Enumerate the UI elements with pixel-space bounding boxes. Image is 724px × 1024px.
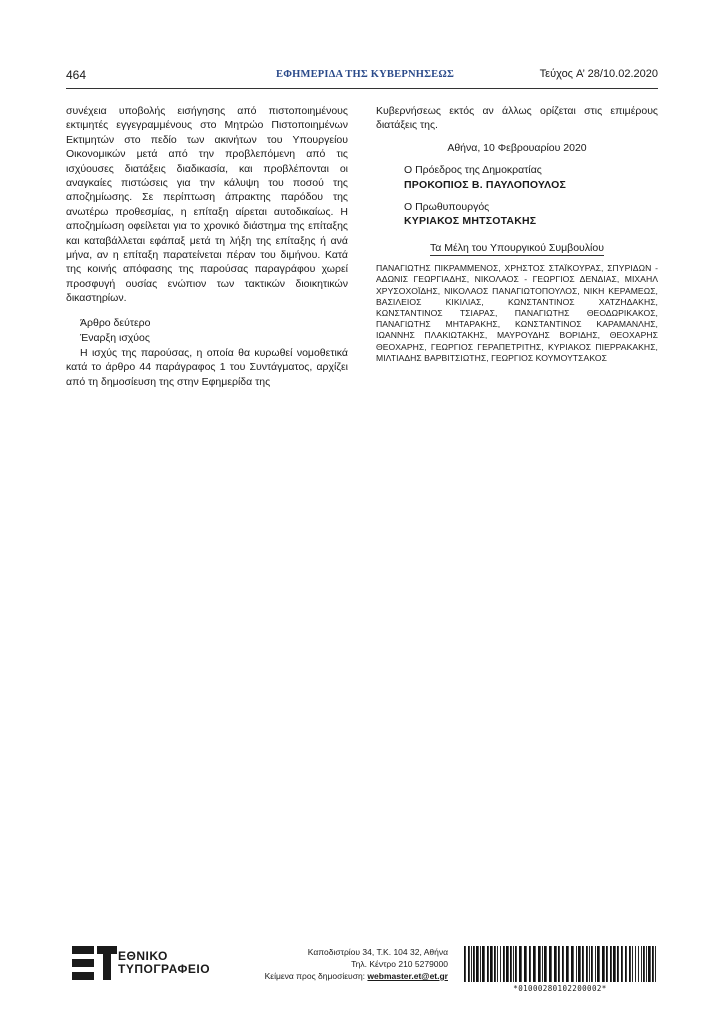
barcode-bar bbox=[632, 946, 633, 982]
barcode-bar bbox=[566, 946, 569, 982]
barcode-bar bbox=[524, 946, 527, 982]
barcode-bar bbox=[613, 946, 616, 982]
barcode-bar bbox=[549, 946, 552, 982]
barcode-bar bbox=[617, 946, 619, 982]
barcode-bar bbox=[641, 946, 642, 982]
president-name: ΠΡΟΚΟΠΙΟΣ Β. ΠΑΥΛΟΠΟΥΛΟΣ bbox=[404, 178, 566, 191]
phone-line: Τηλ. Κέντρο 210 5279000 bbox=[351, 959, 448, 969]
barcode-bar bbox=[519, 946, 522, 982]
page-header bbox=[66, 68, 658, 86]
page-number: 464 bbox=[66, 68, 87, 82]
barcode-bar bbox=[494, 946, 496, 982]
barcode-bar bbox=[652, 946, 654, 982]
barcode-bar bbox=[562, 946, 564, 982]
barcode-bar bbox=[571, 946, 574, 982]
logo-line-1: ΕΘΝΙΚΟ bbox=[118, 949, 168, 963]
prime-minister-name: ΚΥΡΙΑΚΟΣ ΜΗΤΣΟΤΑΚΗΣ bbox=[404, 215, 537, 228]
barcode-bar bbox=[595, 946, 596, 982]
barcode-bar bbox=[544, 946, 547, 982]
barcode-bar bbox=[578, 946, 581, 982]
prime-minister-role: Ο Πρωθυπουργός bbox=[404, 201, 490, 214]
contact-info bbox=[265, 946, 448, 982]
barcode-bar bbox=[542, 946, 543, 982]
barcode-bar bbox=[602, 946, 605, 982]
barcode-bar bbox=[591, 946, 593, 982]
barcode-bar bbox=[533, 946, 536, 982]
body-paragraph: Κυβερνήσεως εκτός αν άλλως ορίζεται στις επιμέρους διατάξεις της. bbox=[376, 105, 658, 132]
barcode-bar bbox=[582, 946, 584, 982]
gazette-title: ΕΦΗΜΕΡΙΔΑ ΤΗΣ ΚΥΒΕΡΝΗΣΕΩΣ bbox=[276, 69, 455, 80]
submission-line bbox=[265, 970, 448, 982]
issue-info: Τεύχος A’ 28/10.02.2020 bbox=[539, 68, 658, 80]
barcode-bar bbox=[471, 946, 472, 982]
barcode-bar bbox=[515, 946, 517, 982]
cabinet-members-label: Τα Μέλη του Υπουργικού Συμβουλίου bbox=[430, 241, 604, 254]
barcode-bar bbox=[464, 946, 466, 982]
article-subtitle: Έναρξη ισχύος bbox=[80, 331, 150, 344]
barcode-bar bbox=[503, 946, 505, 982]
president-role: Ο Πρόεδρος της Δημοκρατίας bbox=[404, 164, 542, 177]
barcode-bar bbox=[506, 946, 509, 982]
barcode-bar bbox=[635, 946, 636, 982]
barcode-bar bbox=[558, 946, 560, 982]
left-column bbox=[66, 104, 348, 389]
barcode-bar bbox=[473, 946, 475, 982]
barcode-bar bbox=[655, 946, 656, 982]
logo-line-2: ΤΥΠΟΓΡΑΦΕΙΟ bbox=[118, 962, 211, 976]
barcode-bars bbox=[462, 946, 658, 984]
barcode-bar bbox=[648, 946, 651, 982]
barcode-bar bbox=[643, 946, 645, 982]
barcode-bar bbox=[482, 946, 485, 982]
barcode-bar bbox=[490, 946, 493, 982]
barcode-bar bbox=[586, 946, 588, 982]
barcode-bar bbox=[610, 946, 612, 982]
barcode-bar bbox=[576, 946, 577, 982]
barcode-bar bbox=[597, 946, 600, 982]
logo-wordmark bbox=[118, 950, 210, 976]
right-column bbox=[376, 104, 658, 364]
body-paragraph: Η ισχύς της παρούσας, η οποία θα κυρωθεί νομοθετικά κατά το άρθρο 44 παράγραφος 1 του Συντάγματος, αρχίζει από τη δημοσίευση της στην Εφημερίδα της bbox=[66, 346, 348, 388]
barcode-bar bbox=[480, 946, 481, 982]
barcode-bar bbox=[468, 946, 470, 982]
body-paragraph: συνέχεια υποβολής εισήγησης από πιστοποιημένους εκτιμητές εγγεγραμμένους στο Μητρώο Πιστοποιημένων Εκτιμητών στο πεδίο των ακινήτων του Υπουργείου Οικονομικών μετά από την προβλεπόμενη από τις ισχύουσες διατάξεις διαδικασία, και προβλέπονται οι αναγκαίες πιστώσεις για την κάλυψη του ποσού της αποζημίωσης. Σε περίπτωση άπρακτης παρόδου της ανωτέρω προθεσμίας, η επίταξη αίρεται αυτοδικαίως. Η αποζημίωση οφείλεται για το χρονικό διάστημα της επίταξης και καταβάλλεται εφάπαξ μετά τη λήξη της επίταξης ή ανά μήνα, αν η επίταξη παρατείνεται πέραν του διμήνου. Κατά της κοινής απόφασης της παρούσας παραγράφου χωρεί προσφυγή ουσίας ενώπιον των τακτικών διοικητικών δικαστηρίων. bbox=[66, 105, 348, 305]
barcode-text: *01000280102200002* bbox=[513, 984, 607, 993]
signature-date: Αθήνα, 10 Φεβρουαρίου 2020 bbox=[447, 141, 587, 154]
barcode-bar bbox=[606, 946, 608, 982]
barcode-bar bbox=[621, 946, 623, 982]
article-title: Άρθρο δεύτερο bbox=[80, 316, 151, 329]
national-printing-office-logo bbox=[72, 946, 212, 986]
barcode-bar bbox=[476, 946, 479, 982]
barcode-bar bbox=[554, 946, 557, 982]
header-divider bbox=[66, 88, 658, 89]
et-logo-icon bbox=[72, 946, 122, 980]
barcode-bar bbox=[513, 946, 514, 982]
submission-email-link[interactable]: webmaster.et@et.gr bbox=[367, 971, 448, 981]
barcode-bar bbox=[589, 946, 590, 982]
barcode-bar bbox=[646, 946, 647, 982]
barcode-bar bbox=[500, 946, 501, 982]
cabinet-members-list: ΠΑΝΑΓΙΩΤΗΣ ΠΙΚΡΑΜΜΕΝΟΣ, ΧΡΗΣΤΟΣ ΣΤΑΪΚΟΥΡΑΣ, ΣΠΥΡΙΔΩΝ - ΑΔΩΝΙΣ ΓΕΩΡΓΙΑΔΗΣ, ΝΙΚΟΛΑΟΣ - ΓΕΩΡΓΙΟΣ ΔΕΝΔΙΑΣ, ΜΙΧΑΗΛ ΧΡΥΣΟΧΟΪΔΗΣ, ΝΙΚΟΛΑΟΣ ΠΑΝΑΓΙΩΤΟΠΟΥΛΟΣ, ΝΙΚΗ ΚΕΡΑΜΕΩΣ, ΒΑΣΙΛΕΙΟΣ ΚΙΚΙΛΙΑΣ, ΚΩΝΣΤΑΝΤΙΝΟΣ ΧΑΤΖΗΔΑΚΗΣ, ΚΩΝΣΤΑΝΤΙΝΟΣ ΤΣΙΑΡΑΣ, ΠΑΝΑΓΙΩΤΗΣ ΘΕΟΔΩΡΙΚΑΚΟΣ, ΠΑΝΑΓΙΩΤΗΣ ΜΗΤΑΡΑΚΗΣ, ΚΩΝΣΤΑΝΤΙΝΟΣ ΚΑΡΑΜΑΝΛΗΣ, ΙΩΑΝΝΗΣ ΠΛΑΚΙΩΤΑΚΗΣ, ΜΑΥΡΟΥΔΗΣ ΒΟΡΙΔΗΣ, ΘΕΟΧΑΡΗΣ ΘΕΟΧΑΡΗΣ, ΓΕΩΡΓΙΟΣ ΓΕΡΑΠΕΤΡΙΤΗΣ, ΚΥΡΙΑΚΟΣ ΠΙΕΡΡΑΚΑΚΗΣ, ΜΙΛΤΙΑΔΗΣ ΒΑΡΒΙΤΣΙΩΤΗΣ, ΓΕΩΡΓΙΟΣ ΚΟΥΜΟΥΤΣΑΚΟΣ bbox=[376, 263, 658, 363]
barcode-bar bbox=[625, 946, 627, 982]
cabinet-members-heading bbox=[376, 241, 658, 255]
address-line: Καποδιστρίου 34, Τ.Κ. 104 32, Αθήνα bbox=[307, 947, 448, 957]
barcode bbox=[462, 946, 658, 994]
barcode-bar bbox=[487, 946, 489, 982]
barcode-bar bbox=[629, 946, 631, 982]
barcode-bar bbox=[497, 946, 498, 982]
article-heading bbox=[66, 316, 348, 346]
barcode-bar bbox=[510, 946, 512, 982]
submission-label: Κείμενα προς δημοσίευση: bbox=[264, 971, 366, 981]
barcode-bar bbox=[529, 946, 531, 982]
barcode-bar bbox=[638, 946, 639, 982]
barcode-bar bbox=[538, 946, 541, 982]
